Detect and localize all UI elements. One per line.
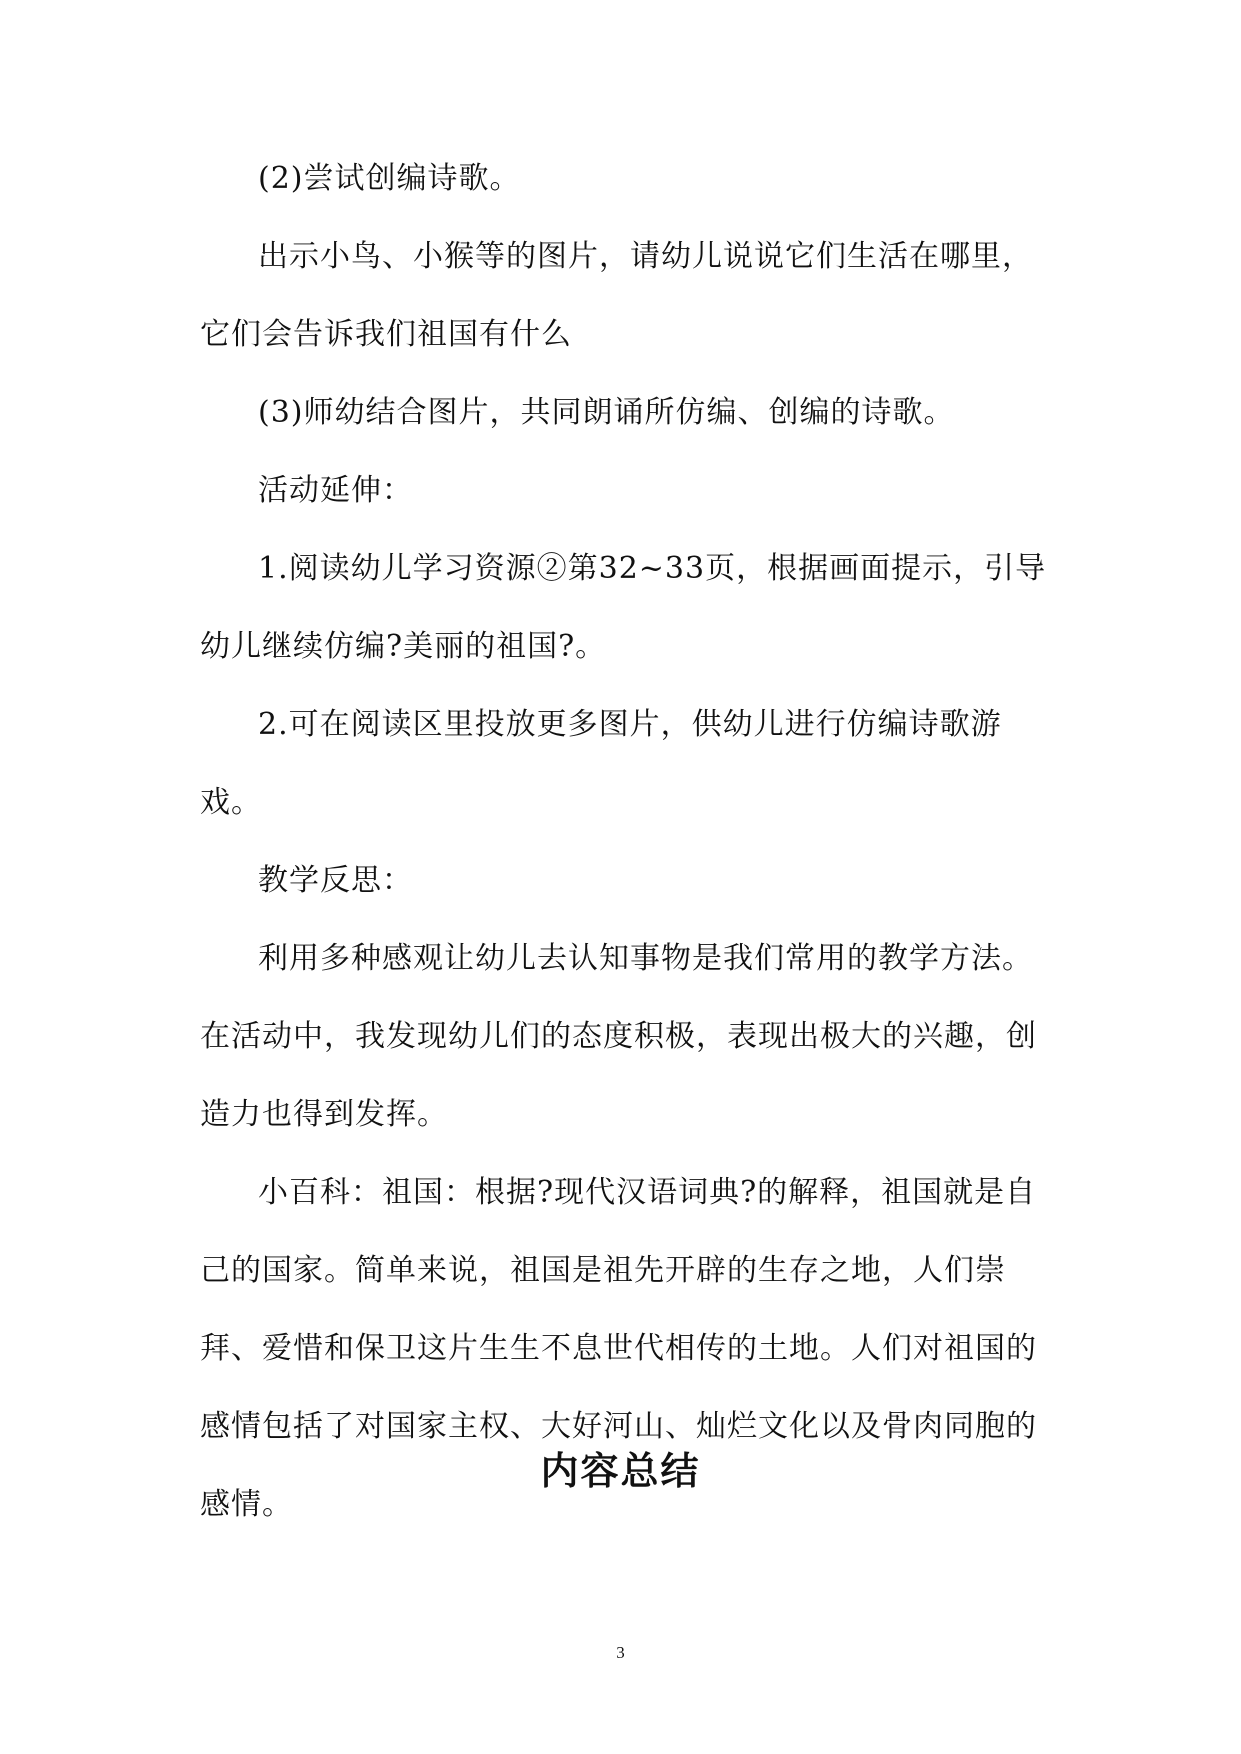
paragraph: 教学反思： [258,863,413,898]
paragraph: 活动延伸： [258,473,413,508]
paragraph: (3)师幼结合图片，共同朗诵所仿编、创编的诗歌。 [258,395,955,430]
page-number: 3 [616,1643,625,1662]
paragraph: 1.阅读幼儿学习资源②第32~33页，根据画面提示，引导幼儿继续仿编?美丽的祖国?。 [200,551,1047,664]
paragraph: 利用多种感观让幼儿去认知事物是我们常用的教学方法。在活动中，我发现幼儿们的态度积极，表现出极大的兴趣，创造力也得到发挥。 [200,941,1037,1132]
paragraph: 2.可在阅读区里投放更多图片，供幼儿进行仿编诗歌游戏。 [200,707,1002,820]
paragraph: (2)尝试创编诗歌。 [258,161,521,196]
paragraph: 小百科：祖国：根据?现代汉语词典?的解释，祖国就是自己的国家。简单来说，祖国是祖先开辟的生存之地，人们崇拜、爱惜和保卫这片生生不息世代相传的土地。人们对祖国的感情包括了对国家主权、大好河山、灿烂文化以及骨肉同胞的感情。 [200,1175,1037,1522]
paragraph: 出示小鸟、小猴等的图片，请幼儿说说它们生活在哪里，它们会告诉我们祖国有什么 [200,239,1033,352]
body-text [200,140,1050,1544]
summary-heading: 内容总结 [540,1448,701,1493]
